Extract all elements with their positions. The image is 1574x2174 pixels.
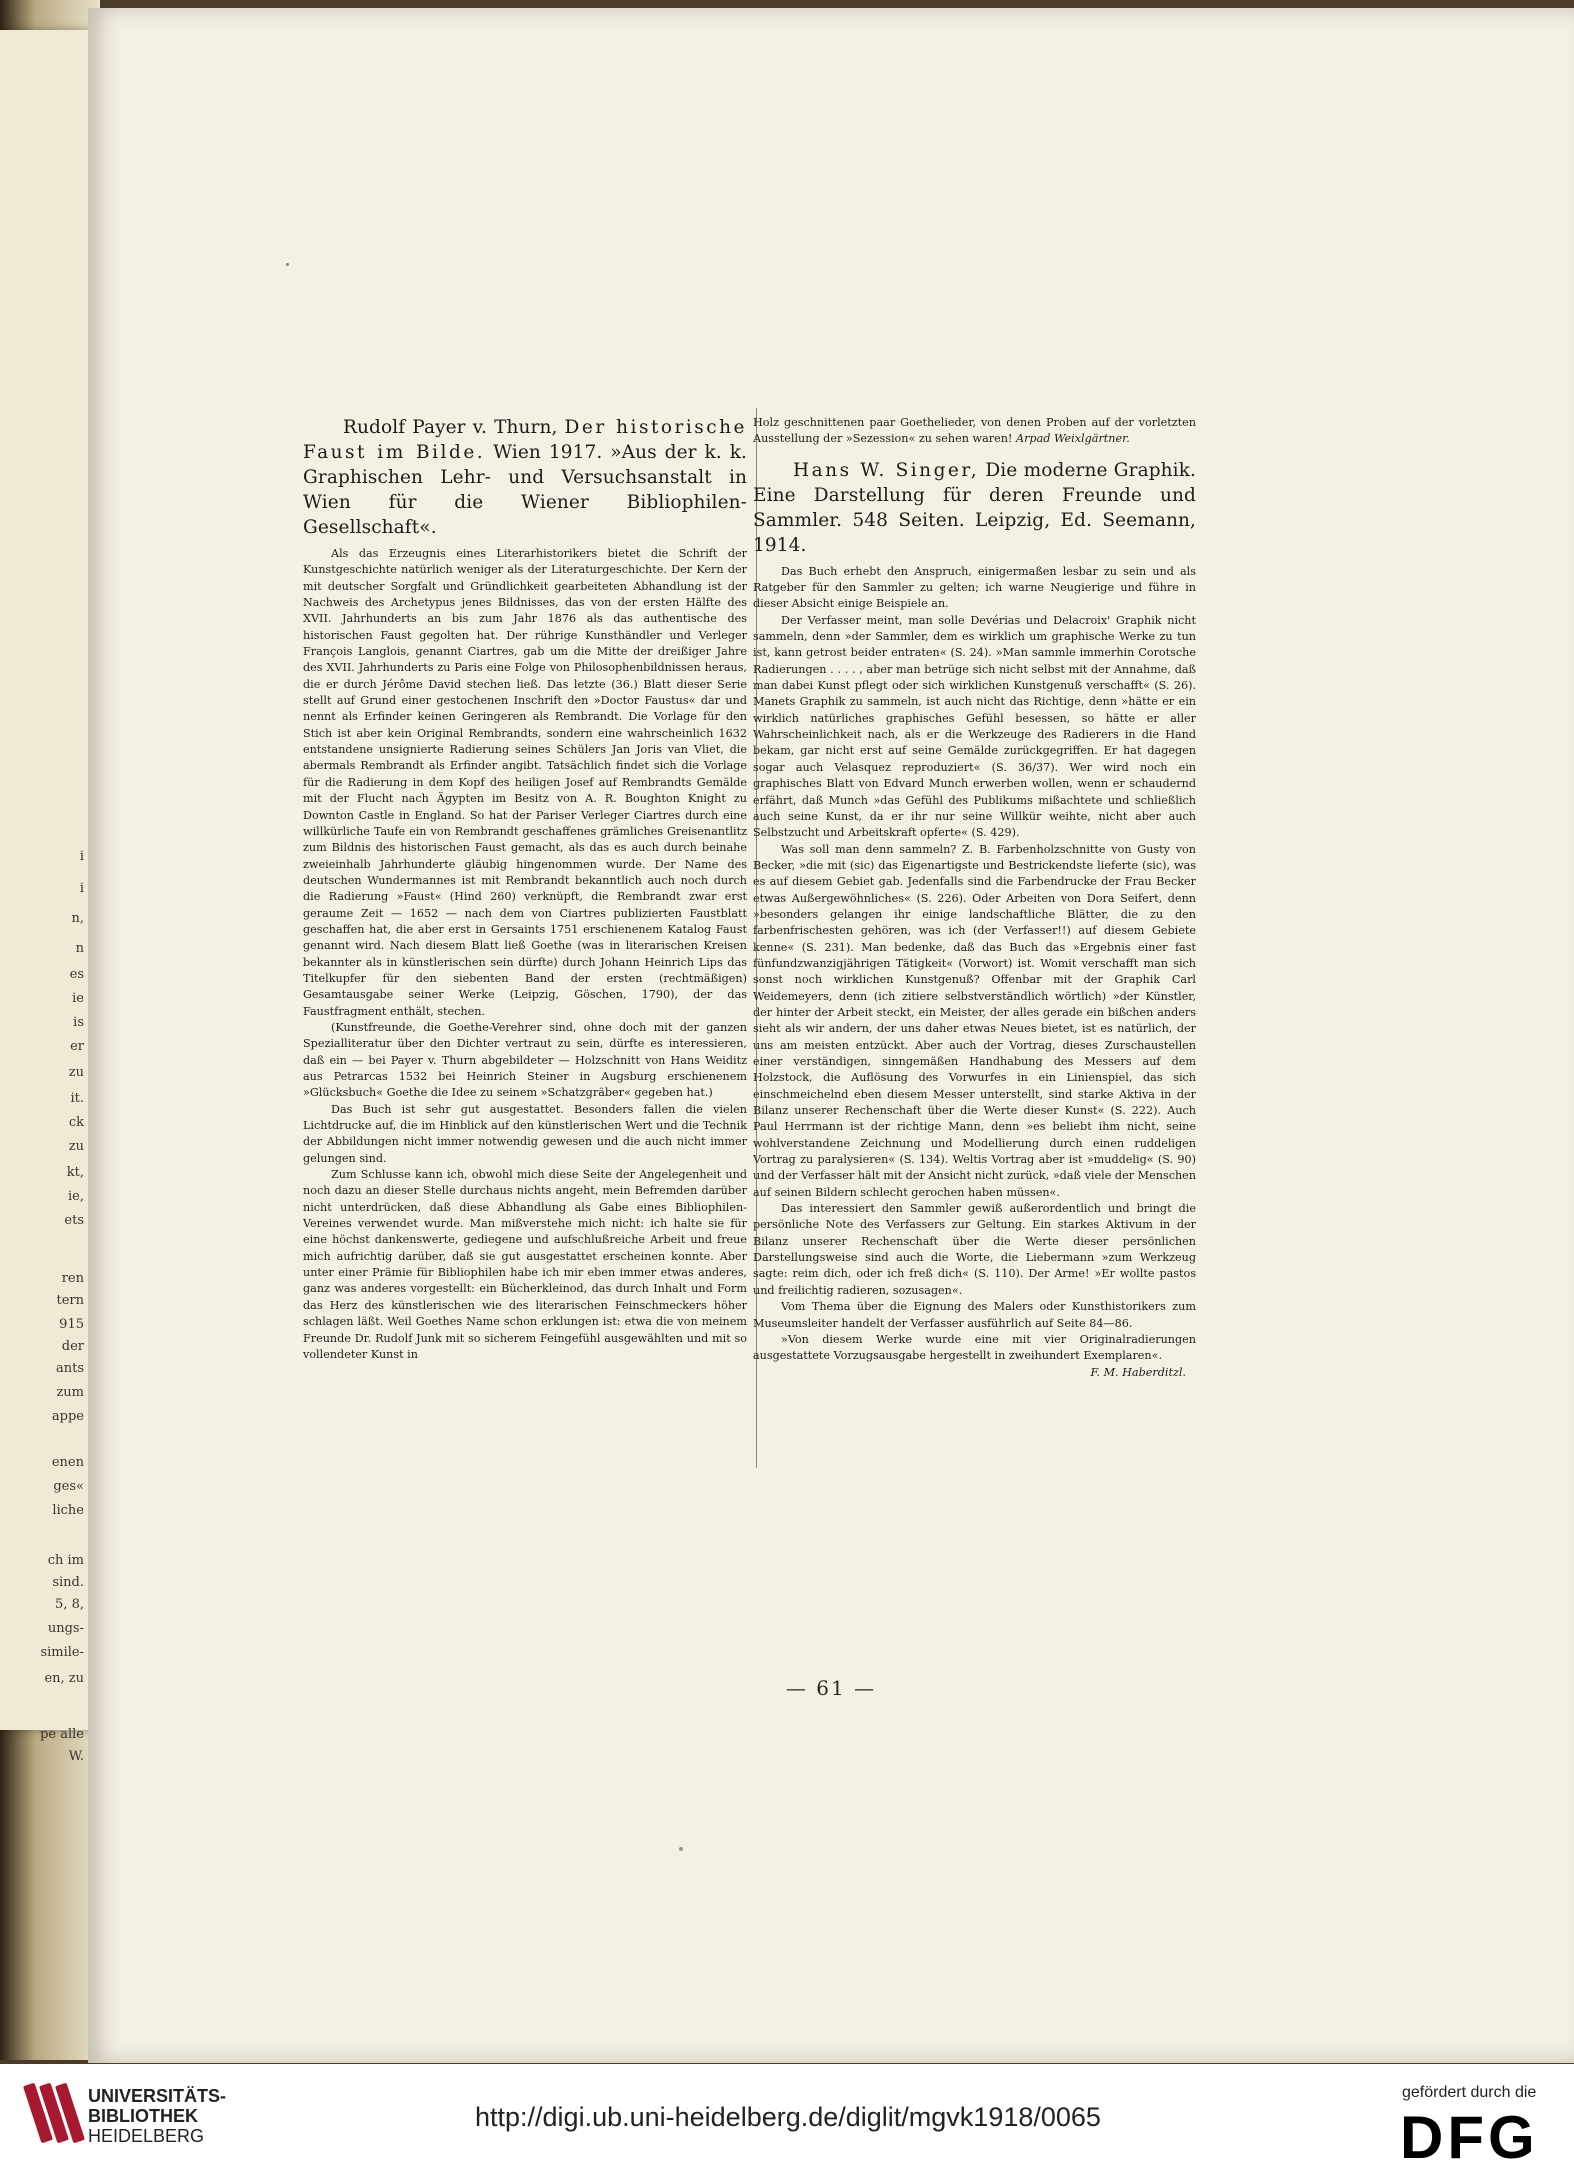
facing-page-fragment: ges« (53, 1479, 84, 1494)
paragraph: Das Buch ist sehr gut ausgestattet. Besonders fallen die vielen Lichtdrucke auf, die im Hinblick auf den künstlerischen Wert und die Technik der Abbildungen nicht immer notwendig gewesen und die auch nicht immer gelungen sind. (303, 1102, 747, 1165)
review-heading: Hans W. Singer, Die moderne Graphik. Eine Darstellung für deren Freunde und Sammler. 548 Seiten. Leipzig, Ed. Seemann, 1914. (753, 459, 1196, 556)
footer-bar (0, 2064, 1574, 2174)
facing-page-fragment: tern (56, 1293, 84, 1308)
facing-page-fragment: appe (51, 1409, 84, 1424)
facing-page-fragment: n, (71, 911, 84, 926)
facing-page-fragment: ie (72, 991, 84, 1006)
facing-page-fragment: kt, (66, 1165, 84, 1180)
facing-page-fragment: ren (61, 1271, 84, 1286)
facing-page-fragment: ets (64, 1213, 84, 1228)
facing-page-fragment: liche (52, 1503, 84, 1518)
facing-page-fragment: der (61, 1339, 84, 1354)
dfg-logo: DFG (1400, 2104, 1539, 2171)
facing-page-fragment: 5, 8, (55, 1597, 84, 1612)
facing-page-fragment: n (75, 941, 84, 956)
facing-page-fragment: it. (70, 1091, 84, 1106)
permalink-url[interactable]: http://digi.ub.uni-heidelberg.de/diglit/mgvk1918/0065 (475, 2102, 1101, 2132)
facing-page-fragment: ck (68, 1115, 84, 1130)
facing-page-fragment: zu (68, 1139, 84, 1154)
facing-page-fragment: ch im (47, 1553, 84, 1568)
left-column (303, 415, 747, 1363)
paragraph: Als das Erzeugnis eines Literarhistorikers bietet die Schrift der Kunstgeschichte natürlich weniger als der Literaturgeschichte. Der Kern der mit deutscher Sorgfalt und Gründlichkeit gearbeiteten Abhandlung ist der Nachweis des Archetypus jenes Bildnisses, das von der ersten Hälfte des XVII. Jahrhunderts an bis zum Jahr 1876 als das authentische des historischen Faust gegolten hat. Der rührige Kunsthändler und Verleger François Langlois, genannt Ciartres, gab um die Mitte der dreißiger Jahre des XVII. Jahrhunderts zu Paris eine Folge von Philosophenbildnissen heraus, die er durch Jérôme David stechen ließ. Das letzte (36.) Blatt dieser Serie stellt auf Grund einer gestochenen Inschrift den »Doctor Faustus« dar und nennt als Erfinder keinen Geringeren als Rembrandt. Die Vorlage für den Stich ist aber kein Original Rembrandts, sondern eine wahrscheinlich 1632 entstandene unsignierte Radierung seines Schülers Jan Joris van Vliet, die abermals Rembrandt als Erfinder angibt. Tatsächlich findet sich die Vorlage für die Radierung in dem Kopf des heiligen Josef auf Rembrandts Gemälde mit der Flucht nach Ägypten im Besitz von A. R. Boughton Knight zu Downton Castle in England. So hat der Pariser Verleger Ciartres durch eine willkürliche Taufe ein von Rembrandt geschaffenes grämliches Greisenantlitz zum Bildnis des historischen Faust gemacht, als das es auch durch beinahe zweieinhalb Jahrhunderte gläubig hingenommen wurde. Der Name des deutschen Wundermannes ist mit Rembrandt bekanntlich auch noch durch die Radierung »Faust« (Hind 260) verknüpft, die Rembrandt zwar erst geraume Zeit — 1652 — nach dem von Ciartres publizierten Faustblatt geschaffen hat, die aber erst in Gersaints 1751 erschienenem Katalog Faust genannt wird. Nach diesem Blatt ließ Goethe (was in literarischen Kreisen bekannter als in künstlerischen sein dürfte) durch Johann Heinrich Lips das Titelkupfer für den siebenten Band der ersten (rechtmäßigen) Gesamtausgabe seiner Werke (Leipzig, Göschen, 1790), der das Faustfragment enthält, stechen. (303, 547, 747, 1018)
facing-page-fragment: enen (51, 1455, 84, 1470)
facing-page-fragment: i (79, 881, 84, 896)
signature: F. M. Haberditzl. (1090, 1365, 1186, 1379)
review-body (753, 564, 1196, 1365)
facing-page-fragment: es (69, 967, 84, 982)
university-library-logo-icon (30, 2079, 80, 2147)
review-heading: Rudolf Payer v. Thurn, Der historische Faust im Bilde. Wien 1917. »Aus der k. k. Graphischen Lehr- und Versuchsanstalt in Wien für die Wiener Bibliophilen-Gesellschaft«. (303, 417, 747, 538)
funder-label: gefördert durch die (1402, 2084, 1537, 2101)
page-number: — 61 — (785, 1676, 877, 1700)
library-name: UNIVERSITÄTS- BIBLIOTHEK HEIDELBERG (88, 2086, 227, 2146)
facing-page-fragment: i (79, 849, 84, 864)
facing-page-fragment: is (73, 1015, 84, 1030)
speck-mark (679, 1847, 683, 1851)
paragraph: Vom Thema über die Eignung des Malers oder Kunsthistorikers zum Museumsleiter handelt der Verfasser ausführlich auf Seite 84—86. (753, 1300, 1196, 1330)
paragraph: Das interessiert den Sammler gewiß außerordentlich und bringt die persönliche Note des Verfassers zur Geltung. Ein starkes Aktivum in der Bilanz unserer Rechenschaft über die Werte dieser persönlichen Darstellungsweise sind auch die Worte, die Liebermann »zum Werkzeug sagte: reim dich, oder ich freß dich« (S. 110). Der Arme! »Er wollte pastos und freilichtig radieren, sozusagen«. (753, 1202, 1196, 1297)
right-column (753, 415, 1196, 1381)
facing-page-fragment: zum (56, 1385, 84, 1400)
paragraph: Der Verfasser meint, man solle Devérias und Delacroix' Graphik nicht sammeln, denn »der Sammler, dem es wirklich um graphische Werke zu tun ist, kann getrost beider entraten« (S. 24). »Man sammle immerhin Corotsche Radierungen . . . . , aber man betrüge sich nicht selbst mit der Annahme, daß man dabei Kunst pflegt oder sich wirklichen Kunstgenuß verschafft« (S. 26). Manets Graphik zu sammeln, ist auch nicht das Richtige, denn »hätte er ein wirklich natürliches graphisches Gefühl besessen, so hätte er aller Wahrscheinlichkeit nach, als er die Werkzeuge des Radierers in die Hand bekam, gar nicht erst auf seine Gemälde zurückgegriffen. Er hat dagegen sogar auch Velasquez reproduziert« (S. 36/37). Wer wird noch ein graphisches Blatt von Edvard Munch erwerben wollen, wenn er schaudernd erfährt, daß Munch »das Gefühl des Publikums mißachtete und schließlich auch seine Kunst, da er ihr nur seine Willkür weihte, nicht aber auch Selbstzucht und Arbeitskraft opferte« (S. 429). (753, 613, 1196, 840)
facing-page-fragment: zu (68, 1065, 84, 1080)
continued-text: Holz geschnittenen paar Goethelieder, von denen Proben auf der vorletzten Ausstellung der »Sezession« zu sehen waren! Arpad Weixlgärtner. (753, 416, 1196, 446)
facing-page-fragment: en, zu (44, 1671, 84, 1686)
speck-mark (286, 263, 289, 266)
paragraph: (Kunstfreunde, die Goethe-Verehrer sind, ohne doch mit der ganzen Spezialliteratur über den Dichter vertraut zu sein, dürfte es interessieren, daß ein — bei Payer v. Thurn abgebildeter — Holzschnitt von Hans Weiditz aus Petrarcas 1532 bei Heinrich Steiner in Augsburg erschienenem »Glücksbuch« Goethe die Idee zu seinem »Schatzgräber« gegeben hat.) (303, 1020, 747, 1100)
page (88, 8, 1574, 2063)
paragraph: »Von diesem Werke wurde eine mit vier Originalradierungen ausgestattete Vorzugsausgabe hergestellt in zweihundert Exemplaren«. (753, 1332, 1196, 1363)
facing-page-fragment: sind. (52, 1575, 84, 1590)
paragraph: Was soll man denn sammeln? Z. B. Farbenholzschnitte von Gusty von Becker, »die mit (sic) das Eigenartigste und Bestrickendste lieferte (sic), was es auf diesem Gebiet gab. Jedenfalls sind die Farbendrucke der Frau Becker etwas Außergewöhnliches« (S. 226). Oder Arbeiten von Dora Seifert, denn »besonders gelangen ihr einige landschaftliche Blätter, die zu den farbenfrischesten gehören, was ich (der Verfasser!!) auf diesem Gebiete kenne« (S. 231). Man bedenke, daß das Buch das »Ergebnis einer fast fünfundzwanzigjährigen Tätigkeit« (Vorwort) ist. Womit verschafft man sich sonst noch wirklichen Kunstgenuß? Offenbar mit der Graphik Carl Weidemeyers, denn (ich zitiere selbstverständlich wörtlich) »der Künstler, der hinter der Arbeit steckt, ein Meister, der alles gerade ein bißchen anders sieht als wir andern, der uns daher etwas Neues bietet, ist es natürlich, der uns am meisten entzückt. Aber auch der Vortrag, dieses Zurschaustellen einer verständigen, sinngemäßen Handhabung des Messers auf dem Holzstock, die Auflösung des Vorwurfes in ein Linienspiel, das sich einschmeichelnd eben diesem Messer unterstellt, sind starke Aktiva in der Bilanz unserer Rechenschaft über die Werte dieser Kunst« (S. 222). Auch Paul Herrmann ist der richtige Mann, denn »es beliebt ihm nicht, seine wohlverstandene Zeichnung und Modellierung durch einen ruddeligen Vortrag zu paralysieren« (S. 134). Weltis Vortrag aber ist »muddelig« (S. 90) und der Verfasser hält mit der Ansicht nicht zurück, »daß viele der Menschen auf seinen Bildern schlecht gerochen haben müssen«. (753, 842, 1196, 1199)
facing-page-fragment: 915 (59, 1317, 84, 1332)
signature: Arpad Weixlgärtner. (1015, 432, 1130, 446)
paragraph: Das Buch erhebt den Anspruch, einigermaßen lesbar zu sein und als Ratgeber für den Sammler zu gelten; ich warne Neugierige und führe in dieser Absicht einige Beispiele an. (753, 564, 1196, 611)
facing-page-fragment: ungs- (47, 1621, 84, 1636)
facing-page-fragment: W. (68, 1749, 84, 1764)
facing-page-fragment: er (70, 1039, 84, 1054)
facing-page-edge (0, 30, 89, 1764)
facing-page-fragment: ie, (68, 1189, 84, 1204)
paragraph: Zum Schlusse kann ich, obwohl mich diese Seite der Angelegenheit und noch dazu an dieser Stelle durchaus nichts angeht, mein Befremden darüber nicht unterdrücken, daß diese Abhandlung als Gabe eines Bibliophilen-Vereines verwendet wurde. Man mißverstehe mich nicht: ich halte sie für eine höchst dankenswerte, gediegene und aufschlußreiche Arbeit und freue mich aufrichtig darüber, daß sie gut ausgestattet erscheinen konnte. Aber unter einer Prämie für Bibliophilen habe ich mir eben immer etwas anderes, ganz was anderes vorgestellt: ein Bücherkleinod, das durch Inhalt und Form das Herz des künstlerischen wie des literarischen Feinschmeckers höher schlagen läßt. Weil Goethes Name schon erklungen ist: etwa die von meinem Freunde Dr. Rudolf Junk mit so sicherem Feingefühl ausgewählten und mit so vollendeter Kunst in (303, 1168, 747, 1361)
review-body (303, 546, 747, 1363)
facing-page-fragment: ants (55, 1361, 84, 1376)
facing-page-fragment: simile- (40, 1645, 84, 1660)
facing-page-fragment: pe alle (40, 1727, 84, 1742)
